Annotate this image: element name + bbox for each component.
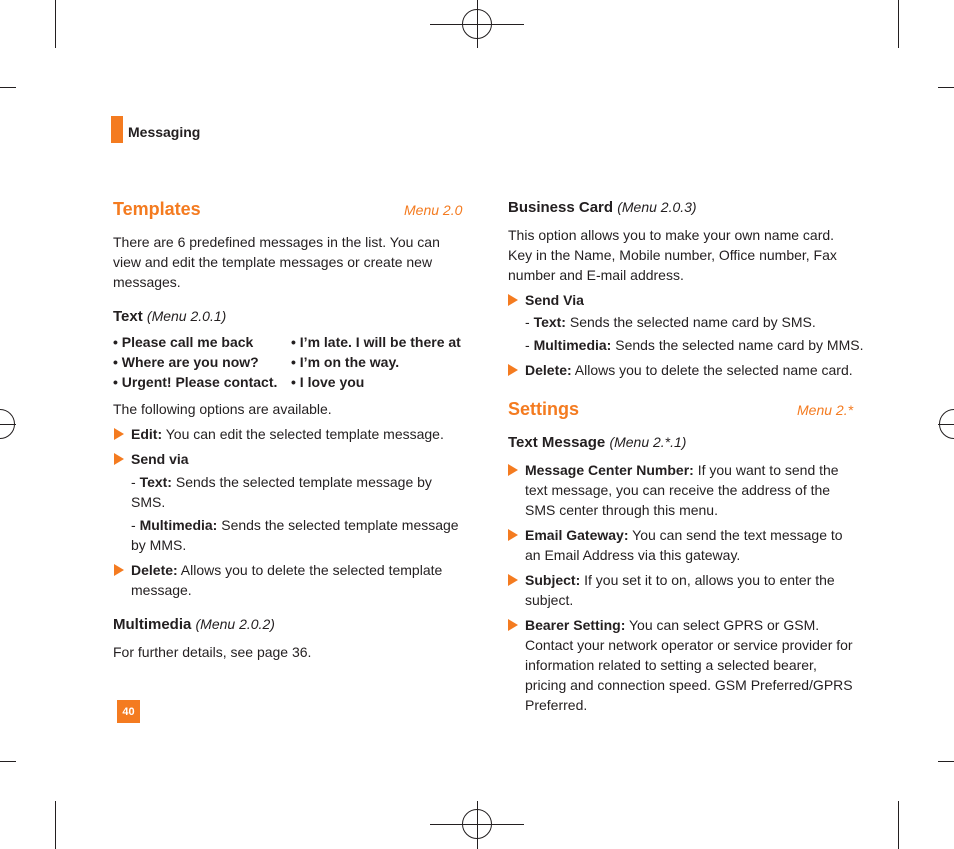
arrow-icon: [508, 529, 518, 541]
arrow-icon: [508, 294, 518, 306]
send-via-text: - Text: Sends the selected template message by SMS.: [131, 474, 432, 510]
text-message-menu-ref: (Menu 2.*.1): [609, 434, 687, 450]
section-header: Messaging: [128, 124, 201, 140]
arrow-icon: [114, 453, 124, 465]
multimedia-heading: Multimedia: [113, 616, 192, 633]
options-intro: The following options are available.: [113, 401, 332, 417]
registration-line: [477, 0, 478, 48]
bc-option-send-via: Send Via: [525, 290, 855, 310]
templates-title: Templates: [113, 199, 201, 219]
registration-line: [0, 424, 16, 425]
predefined-message: • Please call me back: [113, 334, 254, 350]
text-menu-ref: (Menu 2.0.1): [146, 308, 227, 324]
setting-subject: Subject: If you set it to on, allows you to enter the subject.: [525, 570, 850, 610]
text-message-subheading: [508, 434, 686, 451]
text-heading: Text: [113, 308, 143, 325]
templates-menu-ref: Menu 2.0: [404, 202, 463, 218]
multimedia-subheading: [113, 616, 275, 633]
page-number: 40: [117, 700, 140, 723]
predefined-message: • Urgent! Please contact.: [113, 374, 278, 390]
crop-mark: [938, 87, 954, 88]
predefined-message: • Where are you now?: [113, 354, 259, 370]
multimedia-menu-ref: (Menu 2.0.2): [195, 616, 275, 632]
predefined-message: • I love you: [291, 374, 365, 390]
section-marker-bar: [111, 116, 123, 143]
settings-title: Settings: [508, 399, 580, 419]
crop-mark: [55, 801, 56, 849]
send-via-multimedia: - Multimedia: Sends the selected template message by MMS.: [131, 517, 459, 553]
bc-send-via-multimedia: - Multimedia: Sends the selected name card by MMS.: [525, 337, 864, 353]
text-message-heading: Text Message: [508, 434, 606, 451]
crop-mark: [0, 87, 16, 88]
setting-message-center-number: Message Center Number: If you want to send the text message, you can receive the address of the SMS center through this menu.: [525, 460, 850, 520]
setting-bearer: Bearer Setting: You can select GPRS or GSM. Contact your network operator or service provider for information related to setting a selected bearer, pricing and connection speed. GSM Preferred/GPRS Preferred.: [525, 615, 860, 715]
bc-option-delete: Delete: Allows you to delete the selected name card.: [525, 360, 860, 380]
settings-menu-ref: Menu 2.*: [797, 402, 854, 418]
arrow-icon: [508, 464, 518, 476]
crop-mark: [898, 0, 899, 48]
business-card-menu-ref: (Menu 2.0.3): [617, 199, 697, 215]
registration-line: [477, 801, 478, 849]
setting-email-gateway: Email Gateway: You can send the text message to an Email Address via this gateway.: [525, 525, 850, 565]
arrow-icon: [114, 564, 124, 576]
registration-line: [938, 424, 954, 425]
multimedia-text: For further details, see page 36.: [113, 644, 312, 660]
crop-mark: [938, 761, 954, 762]
crop-mark: [898, 801, 899, 849]
arrow-icon: [114, 428, 124, 440]
bc-send-via-text: - Text: Sends the selected name card by SMS.: [525, 314, 816, 330]
predefined-message: • I’m late. I will be there at: [291, 334, 461, 350]
option-send-via: Send via: [131, 449, 461, 469]
arrow-icon: [508, 619, 518, 631]
arrow-icon: [508, 574, 518, 586]
text-subheading: [113, 308, 226, 325]
templates-intro: There are 6 predefined messages in the list. You can view and edit the template messages or create new messages.: [113, 234, 440, 290]
predefined-message: • I’m on the way.: [291, 354, 400, 370]
option-delete: Delete: Allows you to delete the selected template message.: [131, 560, 461, 600]
arrow-icon: [508, 364, 518, 376]
crop-mark: [55, 0, 56, 48]
business-card-subheading: [508, 199, 697, 216]
crop-mark: [0, 761, 16, 762]
option-edit: Edit: You can edit the selected template message.: [131, 424, 461, 444]
business-card-intro: This option allows you to make your own name card. Key in the Name, Mobile number, Office number, Fax number and E-mail address.: [508, 227, 837, 283]
business-card-heading: Business Card: [508, 199, 614, 216]
